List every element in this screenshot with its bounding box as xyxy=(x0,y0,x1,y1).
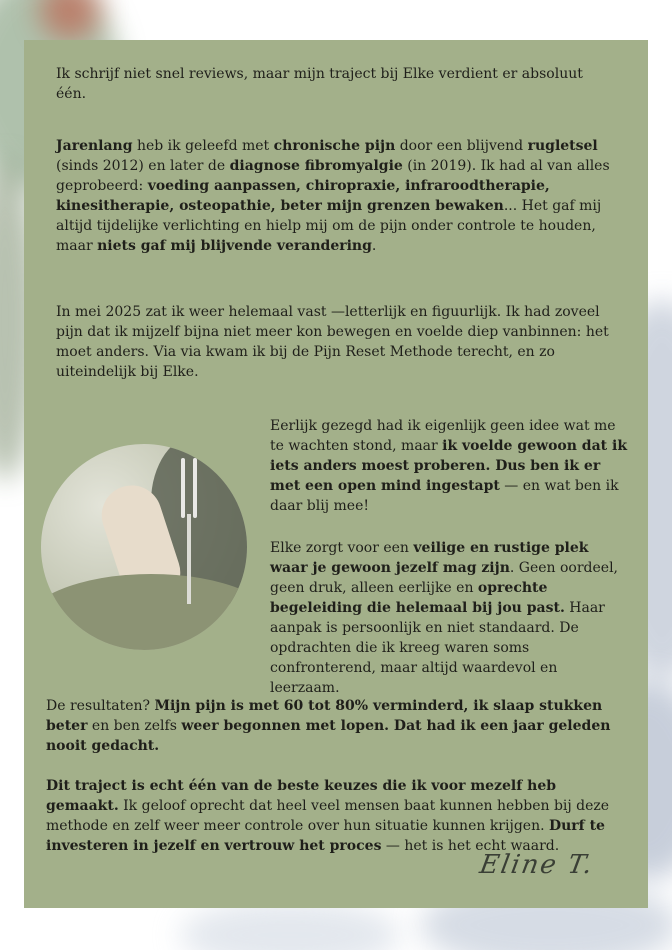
text-segment: De resultaten? xyxy=(46,698,155,714)
text-segment: door een blijvend xyxy=(395,138,528,154)
bold-text: voeding aanpassen, chiropraxie, infraroodtherapie, kinesitherapie, osteopathie, beter mijn grenzen bewaken xyxy=(56,178,550,214)
bold-text: diagnose fibromyalgie xyxy=(229,158,403,174)
text-segment: — en wat ben ik daar blij mee! xyxy=(270,478,619,514)
bold-text: weer begonnen met lopen. Dat had ik een jaar geleden nooit gedacht. xyxy=(46,718,611,754)
text-segment: — het is het echt waard. xyxy=(381,838,560,854)
bold-text: Dit traject is echt één van de beste keuzes die ik voor mezelf heb gemaakt. xyxy=(46,778,557,814)
open-mind-paragraph xyxy=(270,416,630,516)
review-card xyxy=(24,40,648,908)
text-segment: . Geen oordeel, geen druk, alleen eerlijke en xyxy=(270,560,619,596)
text-segment: en ben zelfs xyxy=(87,718,182,734)
bold-text: oprechte begeleiding die helemaal bij jou past. xyxy=(270,580,565,616)
bold-text: ik voelde gewoon dat ik iets anders moest proberen. Dus ben ik er met een open mind ingestapt xyxy=(270,438,628,494)
text-segment: heb ik geleefd met xyxy=(132,138,274,154)
bold-text: Mijn pijn is met 60 tot 80% verminderd, ik slaap stukken beter xyxy=(46,698,603,734)
turning-point-paragraph: In mei 2025 zat ik weer helemaal vast —letterlijk en figuurlijk. Ik had zoveel pijn dat ik mijzelf bijna niet meer kon bewegen en voelde diep vanbinnen: het moet anders. Via via kwam ik bij de Pijn Reset Methode terecht, en zo uiteindelijk bij Elke. xyxy=(56,304,609,380)
bold-text: Durf te investeren in jezelf en vertrouw het proces xyxy=(46,818,605,854)
results-paragraph xyxy=(46,696,626,756)
text-segment: Ik geloof oprecht dat heel veel mensen baat kunnen hebben bij deze methode en zelf weer meer controle over hun situatie kunnen krijgen. xyxy=(46,798,610,834)
history-paragraph xyxy=(56,136,616,256)
bold-text: rugletsel xyxy=(527,138,598,154)
text-segment: Elke zorgt voor een xyxy=(270,540,414,556)
bold-text: Jarenlang xyxy=(56,138,133,154)
approach-paragraph xyxy=(270,538,630,698)
text-segment: (in 2019). Ik had al van alles geprobeerd: xyxy=(56,158,610,194)
text-segment: Eerlijk gezegd had ik eigenlijk geen idee wat me te wachten stond, maar xyxy=(270,418,616,454)
tuning-fork-icon xyxy=(181,458,197,608)
text-segment: Haar aanpak is persoonlijk en niet standaard. De opdrachten die ik kreeg waren soms confronterend, maar altijd waardevol en leerzaam. xyxy=(270,600,605,696)
signature: Eline T. xyxy=(477,850,597,880)
tuning-fork-photo xyxy=(41,444,247,650)
bold-text: veilige en rustige plek waar je gewoon jezelf mag zijn xyxy=(270,540,589,576)
bold-text: niets gaf mij blijvende verandering xyxy=(97,238,372,254)
text-segment: ... Het gaf mij altijd tijdelijke verlichting en hielp mij om de pijn onder controle te houden, maar xyxy=(56,198,602,254)
bold-text: chronische pijn xyxy=(273,138,396,154)
text-segment: . xyxy=(371,238,377,254)
intro-paragraph: Ik schrijf niet snel reviews, maar mijn traject bij Elke verdient er absoluut één. xyxy=(56,66,583,102)
conclusion-paragraph xyxy=(46,776,626,856)
text-segment: (sinds 2012) en later de xyxy=(56,158,230,174)
